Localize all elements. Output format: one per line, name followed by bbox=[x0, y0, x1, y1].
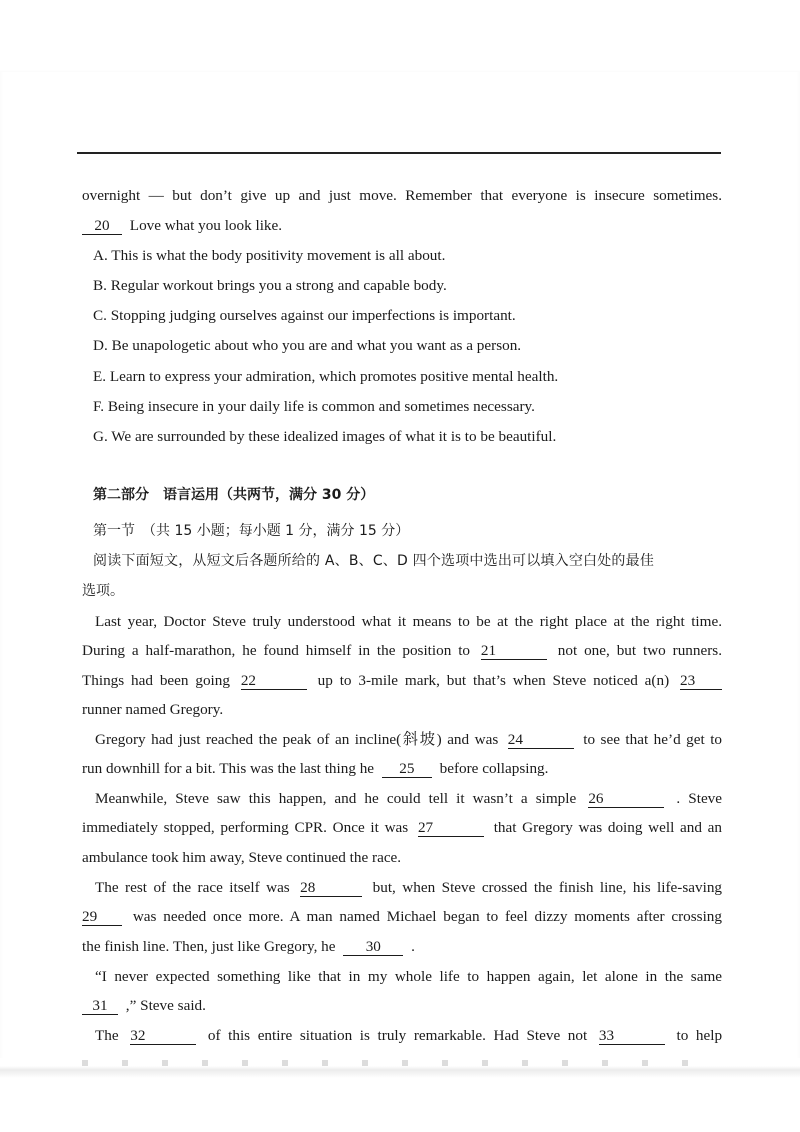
passage-text: Things had been going bbox=[82, 672, 230, 689]
option-c bbox=[93, 306, 733, 326]
blank-32: 32 bbox=[130, 1027, 196, 1045]
passage-p1-line1: Last year, Doctor Steve truly understood what it means to be at the right place at the right time. bbox=[95, 613, 722, 630]
passage-text: that Gregory was doing well and an bbox=[493, 819, 723, 836]
option-text: Learn to express your admiration, which promotes positive mental health. bbox=[109, 368, 559, 385]
option-letter: F. bbox=[93, 398, 105, 415]
passage-text: During a half-marathon, he found himself in the position to bbox=[82, 642, 471, 659]
passage-text: The bbox=[95, 1027, 119, 1044]
option-letter: A. bbox=[93, 247, 108, 264]
option-g bbox=[93, 427, 733, 447]
passage-text: immediately stopped, performing CPR. Once it was bbox=[82, 819, 409, 836]
blank-23: 23 bbox=[680, 672, 722, 690]
section-one-heading: 第一节 （共 15 小题；每小题 1 分，满分 15 分） bbox=[93, 523, 410, 539]
previous-text-line: overnight — but don’t give up and just move. Remember that everyone is insecure sometimes. bbox=[82, 187, 722, 204]
question-20-text: Love what you look like. bbox=[129, 217, 283, 234]
passage-p1-line4: runner named Gregory. bbox=[82, 701, 224, 718]
passage-p1-line3 bbox=[82, 671, 722, 691]
option-text: This is what the body positivity movement is all about. bbox=[111, 247, 446, 264]
blank-28: 28 bbox=[300, 879, 362, 897]
blank-21: 21 bbox=[481, 642, 547, 660]
blank-20: 20 bbox=[82, 217, 122, 235]
passage-text: before collapsing. bbox=[439, 760, 549, 777]
blank-30: 30 bbox=[343, 938, 403, 956]
passage-p6-line1 bbox=[95, 1026, 722, 1046]
passage-text: ,” Steve said. bbox=[125, 997, 206, 1014]
option-letter: C. bbox=[93, 307, 107, 324]
option-d bbox=[93, 336, 733, 356]
option-text: Be unapologetic about who you are and what you want as a person. bbox=[111, 337, 522, 354]
passage-p4-line1 bbox=[95, 878, 722, 898]
passage-text: not one, but two runners. bbox=[557, 642, 723, 659]
blank-25: 25 bbox=[382, 760, 432, 778]
passage-p5-line1: “I never expected something like that in my whole life to happen again, let alone in the same bbox=[95, 968, 722, 985]
option-letter: D. bbox=[93, 337, 108, 354]
blank-27: 27 bbox=[418, 819, 484, 837]
cut-off-text-remnant bbox=[82, 1060, 722, 1066]
passage-p5-line2 bbox=[82, 996, 722, 1016]
option-letter: B. bbox=[93, 277, 107, 294]
blank-22: 22 bbox=[241, 672, 307, 690]
option-text: Stopping judging ourselves against our imperfections is important. bbox=[110, 307, 516, 324]
passage-text: run downhill for a bit. This was the last thing he bbox=[82, 760, 375, 777]
passage-p4-line2 bbox=[82, 907, 722, 927]
header-rule bbox=[77, 152, 721, 154]
passage-text: Meanwhile, Steve saw this happen, and he could tell it wasn’t a simple bbox=[95, 790, 577, 807]
passage-text: to help bbox=[676, 1027, 723, 1044]
passage-text: Gregory had just reached the peak of an incline(斜坡) and was bbox=[95, 731, 499, 748]
passage-p3-line3: ambulance took him away, Steve continued the race. bbox=[82, 849, 402, 866]
blank-31: 31 bbox=[82, 997, 118, 1015]
option-text: Being insecure in your daily life is common and sometimes necessary. bbox=[107, 398, 535, 415]
passage-text: was needed once more. A man named Michael began to feel dizzy moments after crossing bbox=[132, 908, 722, 925]
passage-text: The rest of the race itself was bbox=[95, 879, 290, 896]
option-text: Regular workout brings you a strong and capable body. bbox=[110, 277, 447, 294]
instruction-line-1: 阅读下面短文，从短文后各题所给的 A、B、C、D 四个选项中选出可以填入空白处的最佳 bbox=[93, 553, 655, 569]
passage-p4-line3 bbox=[82, 937, 722, 957]
passage-p3-line1 bbox=[95, 789, 722, 809]
option-f bbox=[93, 397, 733, 417]
part-two-heading: 第二部分 语言运用（共两节，满分 30 分） bbox=[93, 487, 375, 503]
instruction-line-2: 选项。 bbox=[82, 583, 124, 599]
question-20-line bbox=[82, 216, 722, 236]
option-e bbox=[93, 367, 733, 387]
option-b bbox=[93, 276, 733, 296]
passage-text: up to 3-mile mark, but that’s when Steve noticed a(n) bbox=[317, 672, 670, 689]
blank-24: 24 bbox=[508, 731, 574, 749]
blank-29: 29 bbox=[82, 908, 122, 926]
passage-text: but, when Steve crossed the finish line, his life-saving bbox=[372, 879, 723, 896]
option-text: We are surrounded by these idealized images of what it is to be beautiful. bbox=[111, 428, 557, 445]
blank-26: 26 bbox=[588, 790, 664, 808]
option-letter: E. bbox=[93, 368, 107, 385]
passage-text: . Steve bbox=[676, 790, 723, 807]
passage-p2-line1 bbox=[95, 730, 722, 750]
passage-text: . bbox=[411, 938, 415, 955]
option-a bbox=[93, 246, 733, 266]
option-letter: G. bbox=[93, 428, 108, 445]
blank-33: 33 bbox=[599, 1027, 665, 1045]
page-bottom-cut bbox=[0, 1058, 800, 1132]
passage-text: to see that he’d get to bbox=[583, 731, 723, 748]
passage-p2-line2 bbox=[82, 759, 722, 779]
passage-text: the finish line. Then, just like Gregory, he bbox=[82, 938, 336, 955]
passage-text: of this entire situation is truly remarkable. Had Steve not bbox=[207, 1027, 588, 1044]
passage-p1-line2 bbox=[82, 641, 722, 661]
passage-p3-line2 bbox=[82, 818, 722, 838]
